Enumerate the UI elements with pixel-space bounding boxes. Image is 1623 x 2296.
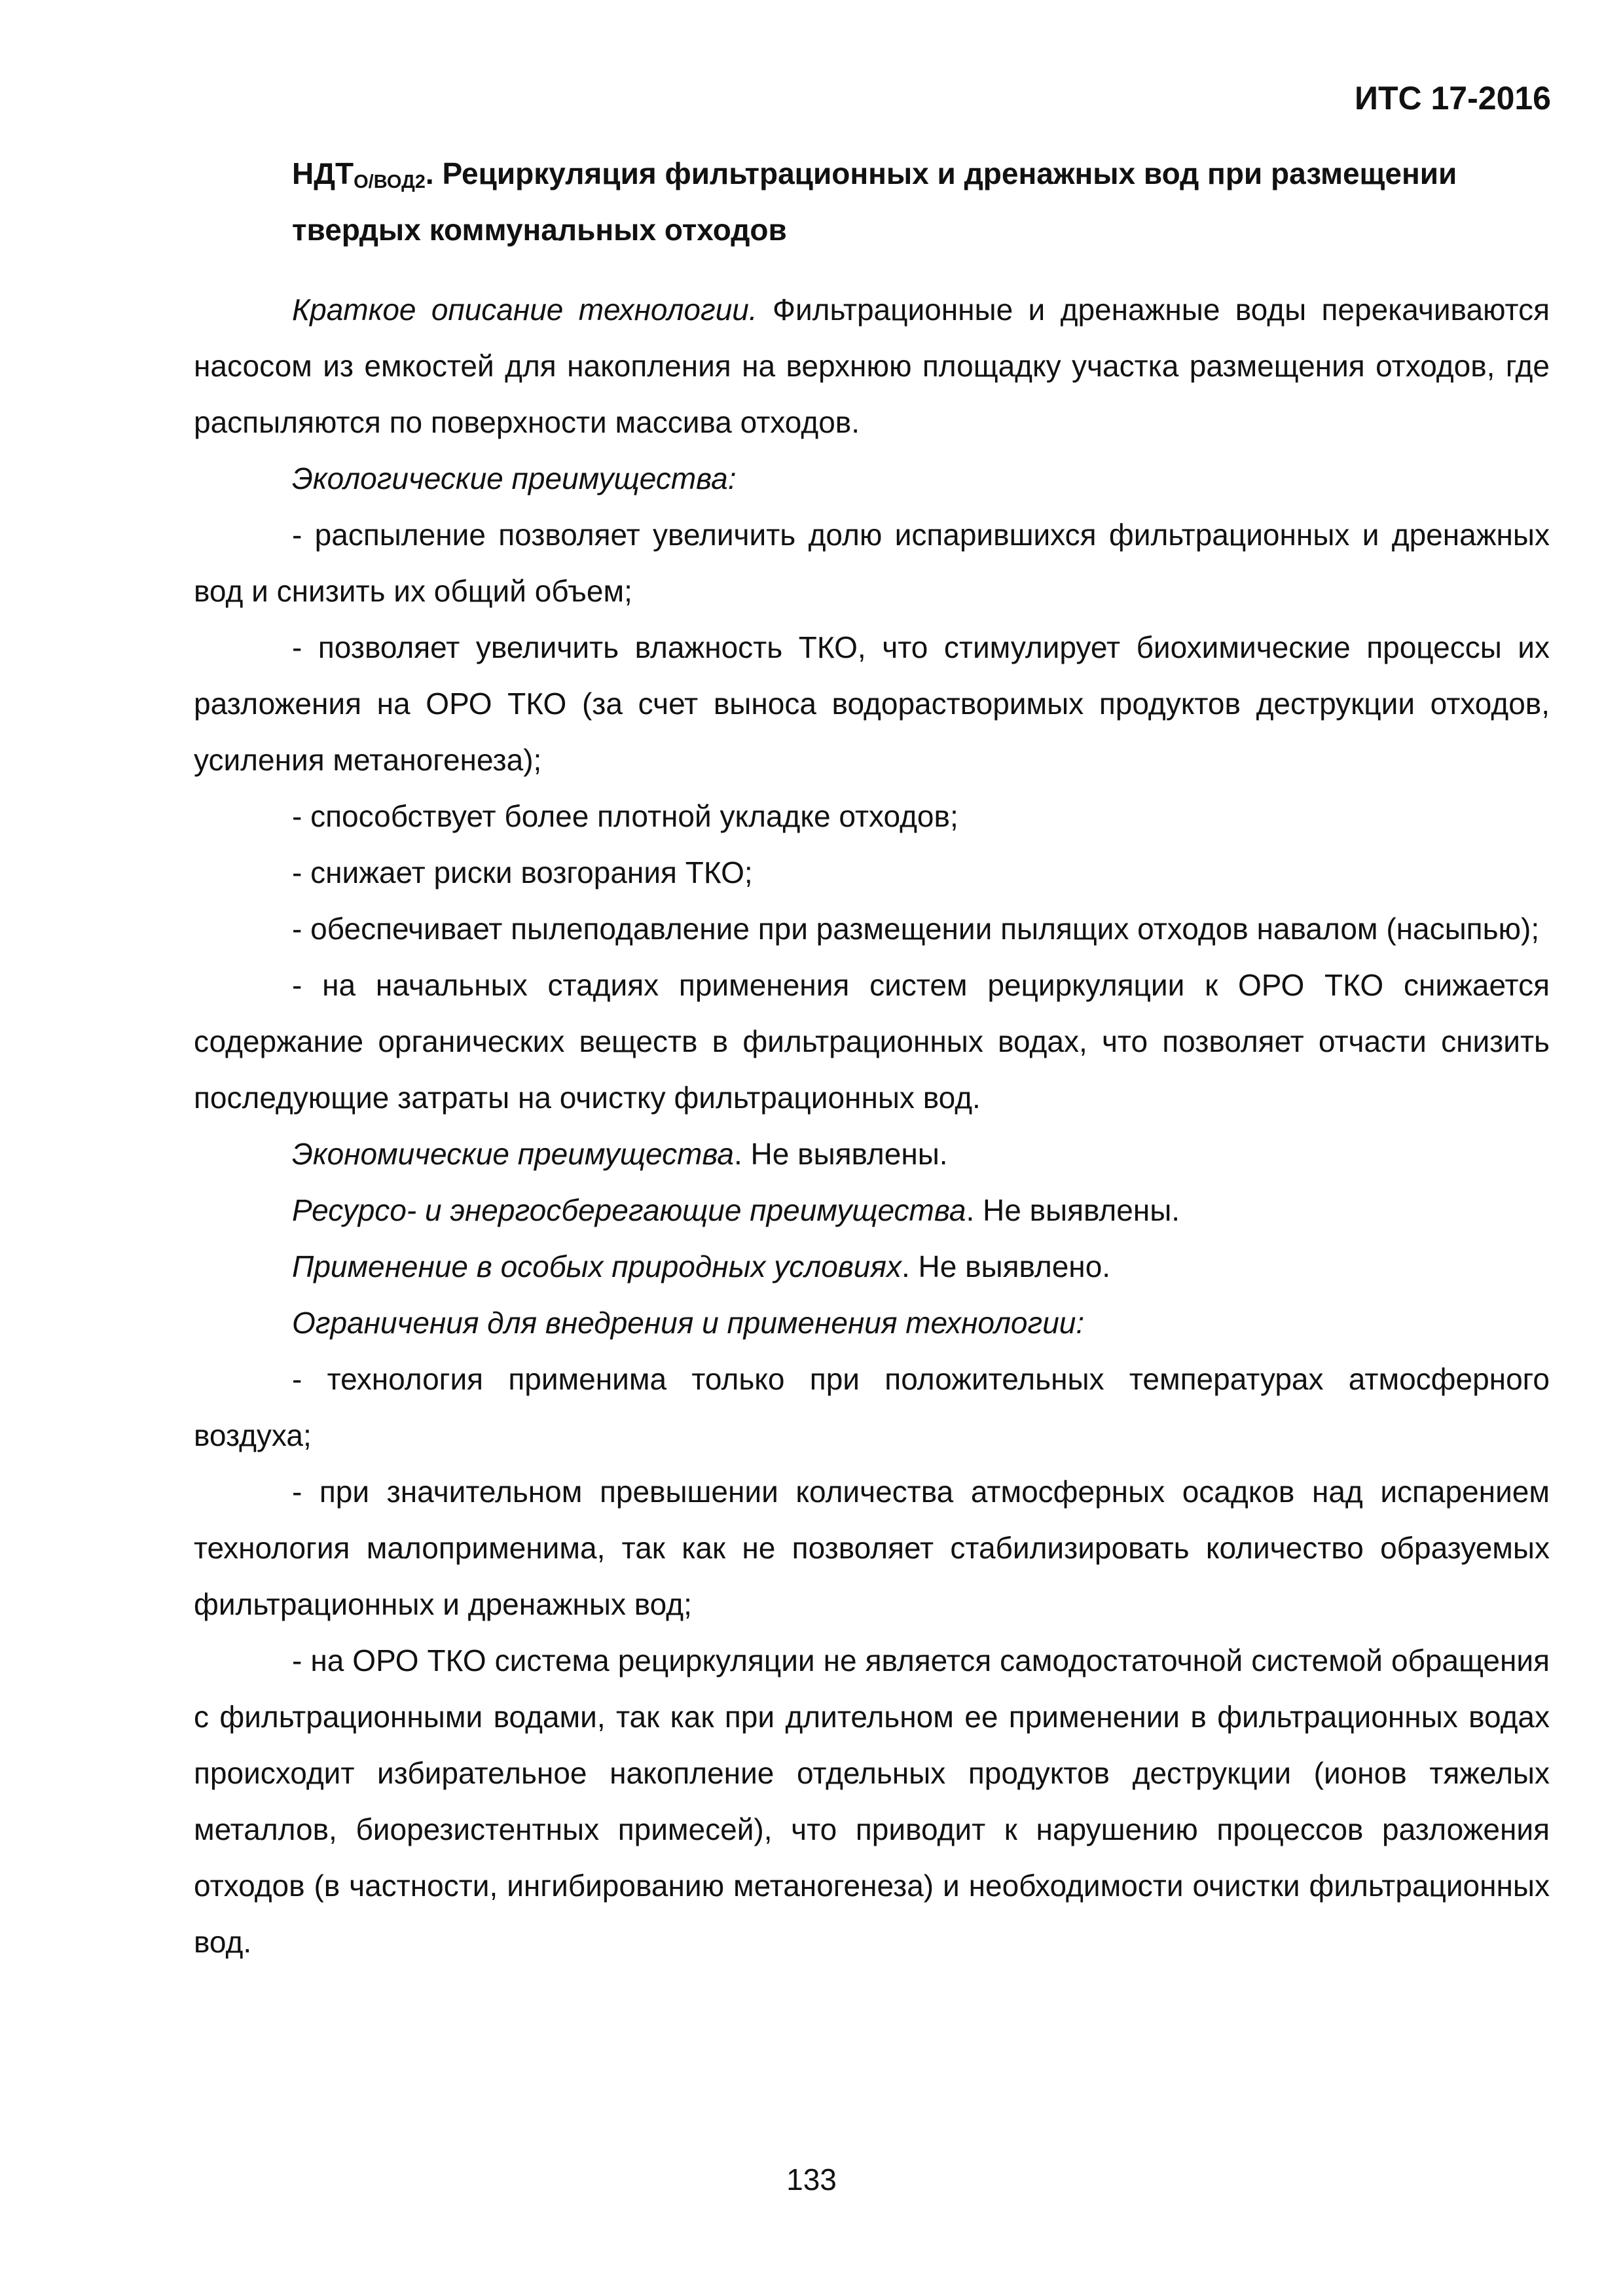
section-heading (292, 145, 1550, 258)
paragraph-text: - позволяет увеличить влажность ТКО, что стимулирует биохимические процессы их разложения на ОРО ТКО (за счет выноса водорастворимых продуктов деструкции отходов, усиления метаногенеза); (194, 630, 1550, 777)
list-item (194, 788, 1550, 844)
paragraph-label: Применение в особых природных условиях (292, 1249, 902, 1283)
paragraph-special-conditions (194, 1238, 1550, 1295)
paragraph-text: - на ОРО ТКО система рециркуляции не является самодостаточной системой обращения с фильтрационными водами, так как при длительном ее применении в фильтрационных водах происходит избирательное накопление отдельных продуктов деструкции (ионов тяжелых металлов, биорезистентных примесей), что приводит к нарушению процессов разложения отходов (в частности, ингибированию метаногенеза) и необходимости очистки фильтрационных вод. (194, 1643, 1550, 1959)
page-body (194, 145, 1550, 1970)
paragraph-text: - технология применима только при положительных температурах атмосферного воздуха; (194, 1362, 1550, 1452)
paragraph-text: - при значительном превышении количества атмосферных осадков над испарением технология малоприменима, так как не позволяет стабилизировать количество образуемых фильтрационных и дренажных вод; (194, 1475, 1550, 1621)
paragraph-label: Ограничения для внедрения и применения технологии: (292, 1306, 1085, 1340)
page-number: 133 (786, 2162, 837, 2197)
paragraph-text: Фильтрационные и дренажные воды перекачиваются насосом из емкостей для накопления на верхнюю площадку участка размещения отходов, где распыляются по поверхности массива отходов. (194, 293, 1550, 439)
paragraph-label: Ресурсо- и энергосберегающие преимущества (292, 1193, 966, 1227)
paragraph-text: . Не выявлены. (966, 1193, 1180, 1227)
list-item (194, 901, 1550, 957)
paragraph-description (194, 281, 1550, 450)
paragraph-resource (194, 1182, 1550, 1238)
list-item (194, 619, 1550, 788)
paragraph-text: - снижает риски возгорания ТКО; (292, 855, 753, 889)
list-item (194, 1463, 1550, 1632)
paragraph-label: Экологические преимущества: (292, 461, 737, 495)
paragraph-text: - распыление позволяет увеличить долю испарившихся фильтрационных и дренажных вод и снизить их общий объем; (194, 518, 1550, 608)
list-item (194, 844, 1550, 901)
list-item (194, 1351, 1550, 1463)
heading-prefix: НДТ (292, 156, 354, 190)
document-code: ИТС 17-2016 (1355, 80, 1551, 117)
paragraph-text: . Не выявлено. (901, 1249, 1111, 1283)
paragraph-limitations-heading (194, 1295, 1550, 1351)
paragraph-eco-heading (194, 450, 1550, 507)
heading-subscript: О/ВОД2 (354, 171, 426, 192)
list-item (194, 507, 1550, 619)
paragraph-label: Экономические преимущества (292, 1137, 734, 1171)
heading-title: . Рециркуляция фильтрационных и дренажных вод при размещении твердых коммунальных отходов (292, 156, 1457, 247)
paragraph-text: - обеспечивает пылеподавление при размещении пылящих отходов навалом (насыпью); (292, 912, 1540, 946)
paragraph-text: - способствует более плотной укладке отходов; (292, 799, 958, 833)
paragraph-text: - на начальных стадиях применения систем рециркуляции к ОРО ТКО снижается содержание органических веществ в фильтрационных водах, что позволяет отчасти снизить последующие затраты на очистку фильтрационных вод. (194, 968, 1550, 1115)
paragraph-economic (194, 1126, 1550, 1182)
list-item (194, 1632, 1550, 1970)
paragraph-text: . Не выявлены. (733, 1137, 948, 1171)
paragraph-label: Краткое описание технологии. (292, 293, 757, 327)
list-item (194, 957, 1550, 1126)
